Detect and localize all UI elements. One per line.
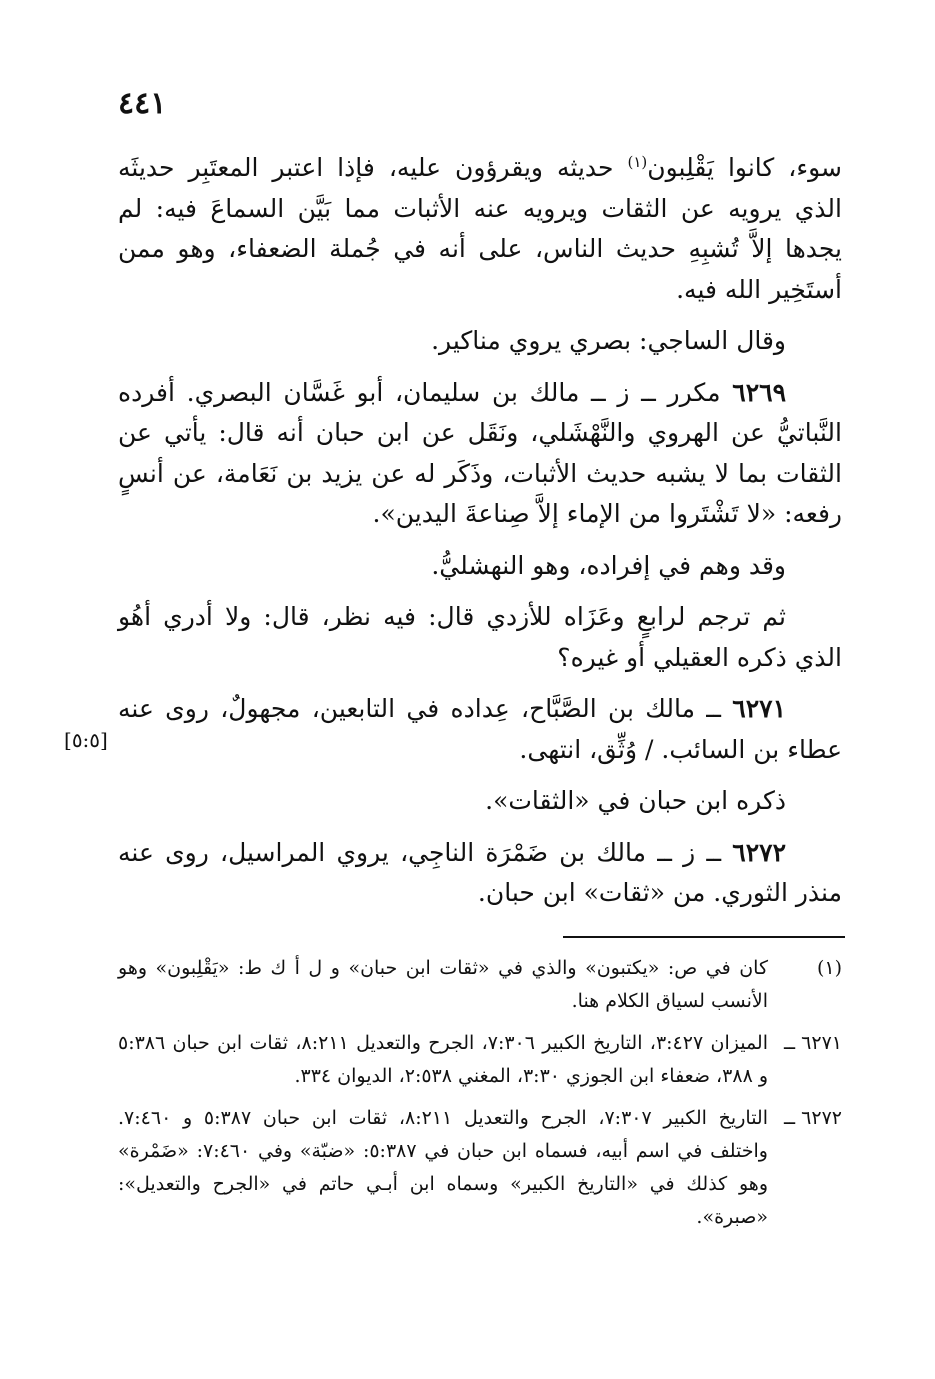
- entry-6272: [118, 833, 842, 914]
- footnote-marker: (١): [627, 153, 648, 171]
- entry-6269: [118, 373, 842, 535]
- footnote-divider: [563, 936, 845, 938]
- footnotes: [118, 952, 842, 1243]
- main-text: [118, 148, 842, 925]
- paragraph-text: سوء، كانوا يَقْلِبون: [647, 153, 842, 182]
- page-number: ٤٤١: [118, 86, 167, 121]
- entry-number: ٦٢٦٩: [732, 377, 786, 407]
- paragraph-note: وقد وهم في إفراده، وهو النهشليُّ.: [431, 550, 786, 580]
- entry-text: مكرر ــ ز ــ مالك بن سليمان، أبو غَسَّان البصري. أفرده النَّباتيُّ عن الهروي والنَّهْشَلي، ونَقَل عن ابن حبان أنه قال: يأتي عن الثقات بما لا يشبه حديث الأثبات، وذَكَر له عن يزيد بن نَعَامة، عن أنسٍ رفعه: «لا تَشْتَروا من الإماء إلاَّ صِناعةَ اليدين».: [118, 377, 842, 528]
- paragraph-note: ثم ترجم لرابعٍ وعَزَاه للأزدي قال: فيه نظر، قال: ولا أدري أهُو الذي ذكره العقيلي أو غيره؟: [118, 602, 842, 672]
- entry-text: ــ مالك بن الصَّبَّاح، عِداده في التابعين، مجهولٌ، روى عنه عطاء بن السائب. / وُثِّق، انتهى.: [118, 694, 842, 764]
- margin-page-reference: [٥:٥]: [64, 728, 108, 752]
- paragraph-continuation: [118, 148, 842, 310]
- footnote-text: الميزان ٣:٤٢٧، التاريخ الكبير ٧:٣٠٦، الجرح والتعديل ٨:٢١١، ثقات ابن حبان ٥:٣٨٦ و ٣٨٨، ضعفاء ابن الجوزي ٣:٣٠، المغني ٢:٥٣٨، الديوان ٣٣٤.: [118, 1032, 769, 1087]
- footnote-number: (١): [816, 957, 842, 979]
- entry-number: ٦٢٧٢: [732, 837, 786, 867]
- paragraph-note: ذكره ابن حبان في «الثقات».: [485, 786, 786, 815]
- footnote-number: ٦٢٧١ ــ: [783, 1032, 842, 1054]
- entry-number: ٦٢٧١: [732, 694, 786, 723]
- paragraph-text: حديثه ويقرؤون عليه، فإذا اعتبر المعتَبِر حديثَه الذي يرويه عن الثقات ويرويه عنه الأثبات مما بَيَّن السماعَ فيه: لم يجدها إلاَّ تُشبِهِ حديث الناس، على أنه في جُملة الضعفاء، وهو ممن أستَخِير الله فيه.: [118, 153, 842, 304]
- footnote-item: [118, 952, 842, 1018]
- footnote-item: [118, 1102, 842, 1234]
- paragraph-saji: وقال الساجي: بصري يروي مناكير.: [431, 326, 786, 355]
- footnote-number: ٦٢٧٢ ــ: [783, 1107, 842, 1129]
- footnote-text: كان في ص: «يكتبون» والذي في «ثقات ابن حبان» و ل أ ك ط: «يَقْلِبون» وهو الأنسب لسياق الكلام هنا.: [118, 957, 768, 1012]
- entry-text: ــ ز ــ مالك بن ضَمْرَة الناجِي، يروي المراسيل، روى عنه منذر الثوري. من «ثقات» ابن حبان.: [118, 837, 842, 907]
- footnote-item: [118, 1027, 842, 1093]
- footnote-text: التاريخ الكبير ٧:٣٠٧، الجرح والتعديل ٨:٢١١، ثقات ابن حبان ٥:٣٨٧ و ٧:٤٦٠. واختلف في اسم أبيه، فسماه ابن حبان في ٥:٣٨٧: «ضبّة» وفي ٧:٤٦٠: «ضَمْرة» وهو كذلك في «التاريخ الكبير» وسماه ابن أبـي حاتم في «الجرح والتعديل»: «صبرة».: [118, 1107, 768, 1228]
- entry-6271: [118, 689, 842, 770]
